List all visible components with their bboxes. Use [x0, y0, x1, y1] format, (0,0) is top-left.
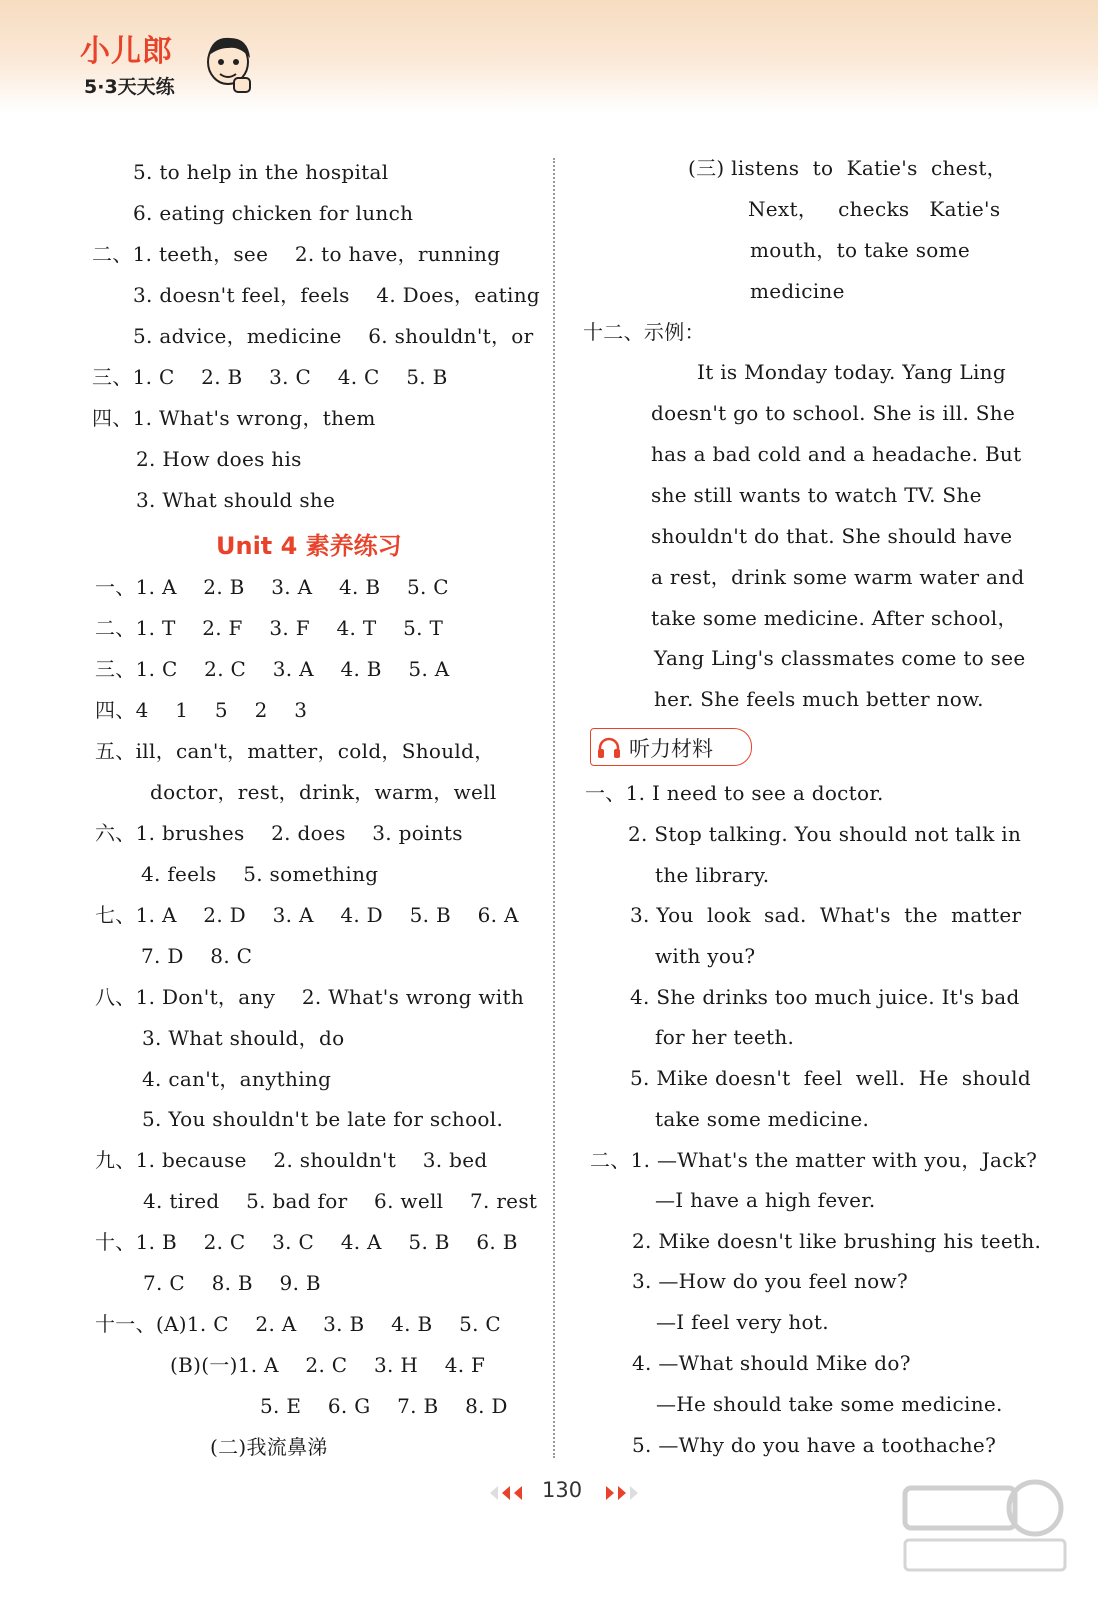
mascot-icon — [200, 32, 256, 100]
answer-line: 四、4 1 5 2 3 — [95, 698, 308, 722]
answer-line: Next， checks Katie's — [748, 197, 1001, 221]
answer-line: 5. E 6. G 7. B 8. D — [260, 1394, 508, 1418]
answer-line: 3. What should she — [136, 488, 336, 512]
listening-section-badge — [590, 728, 752, 766]
page-footer — [480, 1478, 650, 1508]
watermark-icon — [900, 1478, 1070, 1578]
answer-line: 5. to help in the hospital — [133, 160, 389, 184]
answer-line: 2. How does his — [136, 447, 302, 471]
answer-line: medicine — [750, 279, 845, 303]
answer-line: 2. Stop talking. You should not talk in — [628, 822, 1022, 846]
answer-line: 3. You look sad. What's the matter — [630, 903, 1022, 927]
answer-line: mouth，to take some — [750, 238, 971, 262]
answer-line: 5. You shouldn't be late for school. — [142, 1107, 504, 1131]
answer-line: shouldn't do that. She should have — [651, 524, 1013, 548]
listening-label: 听力材料 — [629, 737, 713, 761]
answer-line: (二)我流鼻涕 — [210, 1435, 328, 1459]
answer-line: 4. She drinks too much juice. It's bad — [630, 985, 1020, 1009]
answer-line: with you? — [655, 944, 756, 968]
answer-line: 六、1. brushes 2. does 3. points — [95, 821, 463, 845]
answer-line: 二、1. T 2. F 3. F 4. T 5. T — [95, 616, 444, 640]
answer-line: a rest，drink some warm water and — [651, 565, 1025, 589]
answer-line: (B)(一)1. A 2. C 3. H 4. F — [170, 1353, 486, 1377]
left-arrows-icon — [480, 1483, 530, 1503]
answer-line: 4. feels 5. something — [141, 862, 379, 886]
answer-line: —He should take some medicine. — [656, 1392, 1003, 1416]
right-arrows-icon — [598, 1483, 648, 1503]
headphones-icon — [597, 737, 621, 759]
answer-line: 四、1. What's wrong，them — [92, 406, 376, 430]
example-heading: 十二、示例： — [583, 320, 705, 344]
answer-line: 三、1. C 2. C 3. A 4. B 5. A — [95, 657, 450, 681]
answer-line: 3. doesn't feel，feels 4. Does，eating — [133, 283, 540, 307]
unit-title: Unit 4 素养练习 — [216, 532, 402, 560]
answer-line: 2. Mike doesn't like brushing his teeth. — [632, 1229, 1042, 1253]
answer-line: take some medicine. — [655, 1107, 870, 1131]
answer-line: Yang Ling's classmates come to see — [654, 646, 1026, 670]
answer-line: 4. —What should Mike do? — [632, 1351, 911, 1375]
answer-line: —I feel very hot. — [656, 1310, 829, 1334]
answer-line: 十、1. B 2. C 3. C 4. A 5. B 6. B — [95, 1230, 518, 1254]
page-number: 130 — [542, 1478, 583, 1502]
answer-line: 一、1. I need to see a doctor. — [585, 781, 884, 805]
answer-line: 7. D 8. C — [141, 944, 253, 968]
column-divider — [553, 158, 555, 1458]
answer-line: doctor，rest，drink，warm，well — [150, 780, 497, 804]
answer-line: 4. can't，anything — [142, 1067, 332, 1091]
answer-line: —I have a high fever. — [655, 1188, 876, 1212]
logo-title: 小儿郎 — [80, 34, 173, 69]
answer-line: 八、1. Don't，any 2. What's wrong with — [95, 985, 525, 1009]
answer-line: for her teeth. — [655, 1025, 795, 1049]
answer-line: doesn't go to school. She is ill. She — [651, 401, 1016, 425]
answer-line: 五、ill，can't，matter，cold，Should， — [95, 739, 495, 763]
answer-line: 三、1. C 2. B 3. C 4. C 5. B — [92, 365, 448, 389]
logo-subtitle: 5·3天天练 — [84, 76, 175, 98]
answer-line: the library. — [655, 863, 770, 887]
answer-line: 一、1. A 2. B 3. A 4. B 5. C — [95, 575, 449, 599]
answer-line: take some medicine. After school， — [651, 606, 1018, 630]
answer-line: 5. advice，medicine 6. shouldn't，or — [133, 324, 534, 348]
answer-line: her. She feels much better now. — [654, 687, 984, 711]
answer-line: 6. eating chicken for lunch — [133, 201, 414, 225]
answer-line: 十一、(A)1. C 2. A 3. B 4. B 5. C — [95, 1312, 502, 1336]
answer-line: It is Monday today. Yang Ling — [697, 360, 1006, 384]
answer-line: 5. Mike doesn't feel well. He should — [630, 1066, 1031, 1090]
answer-line: has a bad cold and a headache. But — [651, 442, 1022, 466]
answer-line: 4. tired 5. bad for 6. well 7. rest — [143, 1189, 538, 1213]
answer-line: she still wants to watch TV. She — [651, 483, 982, 507]
answer-line: 二、1. teeth，see 2. to have，running — [92, 242, 501, 266]
answer-line: 3. —How do you feel now? — [632, 1269, 908, 1293]
answer-line: (三) listens to Katie's chest， — [688, 156, 1007, 180]
answer-line: 3. What should，do — [142, 1026, 345, 1050]
answer-line: 九、1. because 2. shouldn't 3. bed — [95, 1148, 488, 1172]
answer-line: 7. C 8. B 9. B — [143, 1271, 321, 1295]
answer-line: 七、1. A 2. D 3. A 4. D 5. B 6. A — [95, 903, 519, 927]
answer-line: 5. —Why do you have a toothache? — [632, 1433, 997, 1457]
answer-line: 二、1. —What's the matter with you，Jack? — [590, 1148, 1038, 1172]
